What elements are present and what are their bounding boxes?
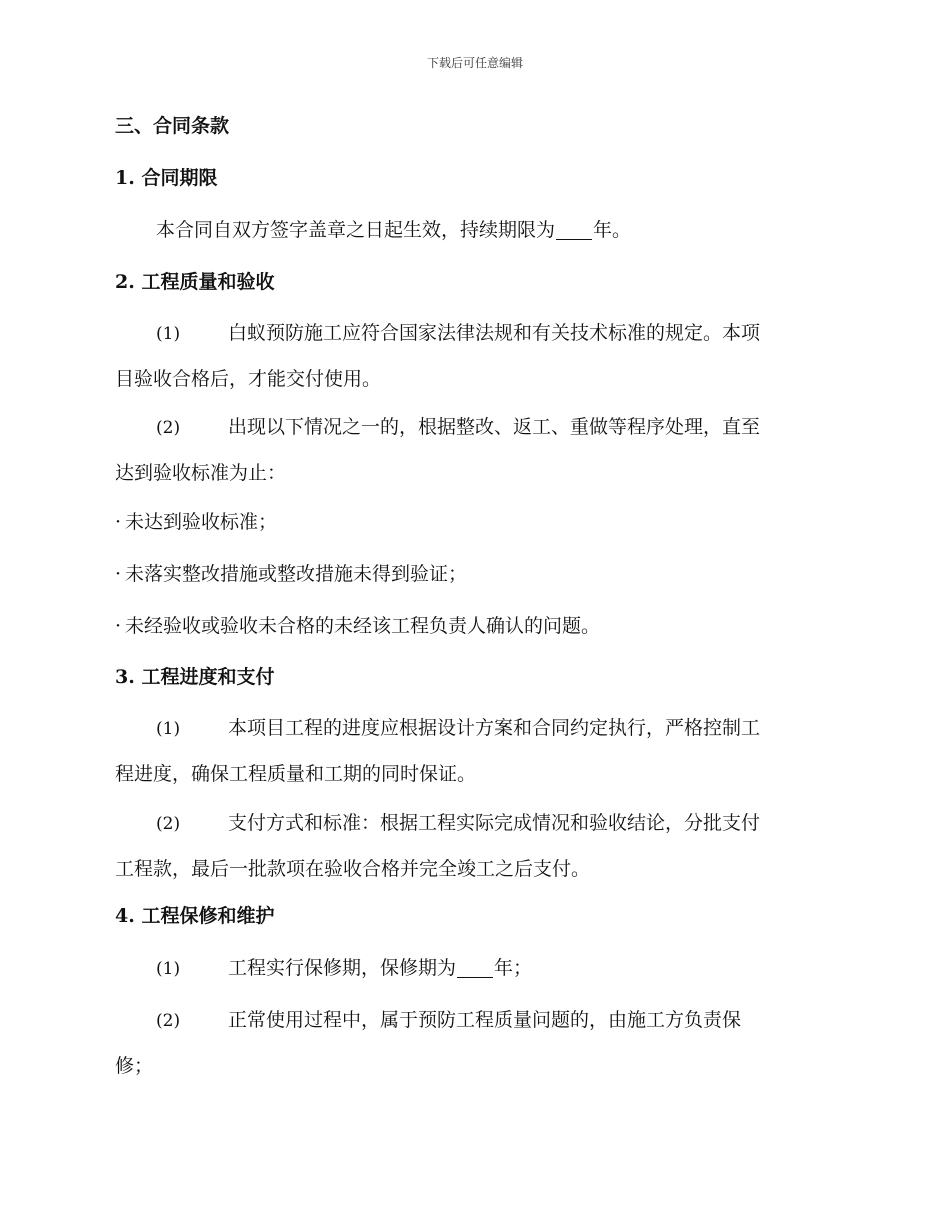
s4-item-2-line2: 修； bbox=[115, 1055, 154, 1077]
s1-title: 1. 合同期限 bbox=[115, 167, 218, 189]
s3-item-2-line2: 工程款，最后一批款项在验收合格并完全竣工之后支付。 bbox=[115, 858, 591, 880]
s3-item-2-line1: 支付方式和标准：根据工程实际完成情况和验收结论，分批支付 bbox=[228, 812, 761, 834]
s2-item-2-number: (2) bbox=[156, 418, 181, 438]
s1-text-after: 年。 bbox=[593, 219, 632, 241]
s2-item-1-line2: 目验收合格后，才能交付使用。 bbox=[115, 368, 382, 390]
s4-item-1-text-before: 工程实行保修期，保修期为 bbox=[228, 957, 457, 979]
bullet-item: · 未落实整改措施或整改措施未得到验证； bbox=[115, 563, 468, 585]
s3-item-2-number: (2) bbox=[156, 814, 181, 834]
s4-title: 4. 工程保修和维护 bbox=[115, 905, 275, 927]
s2-item-1-line1: 白蚁预防施工应符合国家法律法规和有关技术标准的规定。本项 bbox=[228, 322, 761, 344]
bullet-item: · 未经验收或验收未合格的未经该工程负责人确认的问题。 bbox=[115, 615, 601, 637]
s2-item-2-line1: 出现以下情况之一的，根据整改、返工、重做等程序处理，直至 bbox=[228, 416, 761, 438]
section-title: 三、合同条款 bbox=[115, 115, 230, 137]
s3-item-1-number: (1) bbox=[156, 719, 181, 739]
s2-title: 2. 工程质量和验收 bbox=[115, 271, 275, 293]
s4-item-2-number: (2) bbox=[156, 1011, 181, 1031]
s3-item-1 bbox=[115, 706, 835, 797]
blank-line bbox=[556, 217, 592, 240]
s3-item-2 bbox=[115, 801, 835, 892]
s4-item-2 bbox=[115, 998, 835, 1089]
s4-item-2-line1: 正常使用过程中，属于预防工程质量问题的，由施工方负责保 bbox=[228, 1009, 742, 1031]
bullet-text: 未落实整改措施或整改措施未得到验证； bbox=[125, 563, 468, 585]
bullet-text: 未经验收或验收未合格的未经该工程负责人确认的问题。 bbox=[125, 615, 601, 637]
s4-item-1-number: (1) bbox=[156, 959, 181, 979]
s3-item-1-line1: 本项目工程的进度应根据设计方案和合同约定执行，严格控制工 bbox=[228, 717, 761, 739]
s2-item-2-line2: 达到验收标准为止： bbox=[115, 462, 287, 484]
s3-item-1-line2: 程进度，确保工程质量和工期的同时保证。 bbox=[115, 763, 477, 785]
s1-text-before: 本合同自双方签字盖章之日起生效，持续期限为 bbox=[156, 219, 556, 241]
s2-item-1-number: (1) bbox=[156, 324, 181, 344]
s4-item-1-text-after: 年； bbox=[494, 957, 533, 979]
bullet-text: 未达到验收标准； bbox=[125, 511, 278, 533]
blank-line bbox=[457, 955, 493, 978]
s2-item-1 bbox=[115, 311, 835, 402]
s1-paragraph bbox=[115, 208, 876, 253]
header-note: 下载后可任意编辑 bbox=[426, 56, 523, 70]
s4-item-1 bbox=[115, 946, 876, 992]
bullet-item: · 未达到验收标准； bbox=[115, 511, 278, 533]
s2-item-2 bbox=[115, 405, 835, 496]
s3-title: 3. 工程进度和支付 bbox=[115, 666, 275, 688]
